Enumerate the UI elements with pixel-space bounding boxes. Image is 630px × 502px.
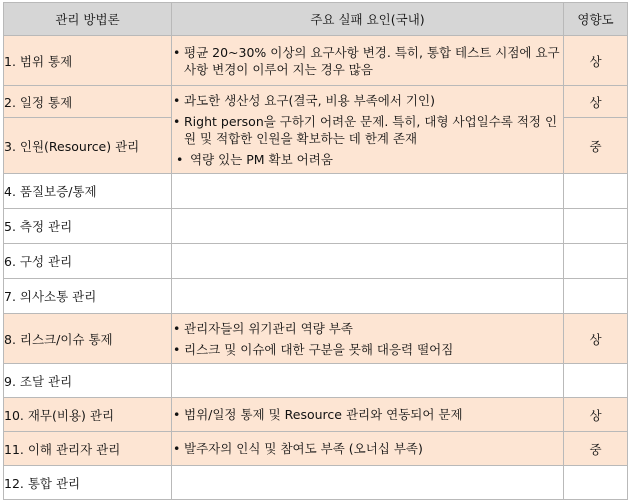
- method-cell: 9. 조달 관리: [4, 364, 172, 398]
- factor-cell: [172, 279, 564, 314]
- factor-item: • 발주자의 인식 및 참여도 부족 (오너십 부족): [172, 440, 563, 457]
- factor-list: [172, 44, 563, 78]
- method-cell: 4. 품질보증/통제: [4, 174, 172, 209]
- table-row: [4, 279, 628, 314]
- method-cell: 12. 통합 관리: [4, 466, 172, 500]
- table-row: [4, 364, 628, 398]
- factor-cell: [172, 432, 564, 466]
- factor-item: • 평균 20~30% 이상의 요구사항 변경. 특히, 통합 테스트 시점에 요구사항 변경이 이루어 지는 경우 많음: [172, 44, 563, 78]
- table-row: [4, 244, 628, 279]
- impact-cell: [564, 466, 628, 500]
- table-row: [4, 86, 628, 118]
- factor-cell: [172, 209, 564, 244]
- impact-cell: 중: [564, 118, 628, 174]
- method-cell: 6. 구성 관리: [4, 244, 172, 279]
- impact-cell: 상: [564, 398, 628, 432]
- method-cell: 1. 범위 통제: [4, 36, 172, 86]
- factor-item: • 관리자들의 위기관리 역량 부족: [172, 320, 563, 337]
- table-row: [4, 314, 628, 364]
- factor-cell: [172, 244, 564, 279]
- header-failure-factors: 주요 실패 요인(국내): [172, 3, 564, 36]
- factor-cell: [172, 86, 564, 174]
- impact-cell: 상: [564, 36, 628, 86]
- method-cell: 3. 인원(Resource) 관리: [4, 118, 172, 174]
- impact-cell: [564, 364, 628, 398]
- factor-list: [172, 440, 563, 457]
- factor-cell: [172, 314, 564, 364]
- method-cell: 2. 일정 통제: [4, 86, 172, 118]
- factor-list: [172, 320, 563, 358]
- table-row: [4, 209, 628, 244]
- factor-item: • 과도한 생산성 요구(결국, 비용 부족에서 기인): [172, 92, 563, 109]
- factor-list: [172, 406, 563, 423]
- impact-cell: [564, 209, 628, 244]
- factor-cell: [172, 466, 564, 500]
- management-methodology-table: [3, 2, 628, 500]
- factor-list: [172, 92, 563, 168]
- table-row: [4, 466, 628, 500]
- factor-cell: [172, 364, 564, 398]
- impact-cell: 상: [564, 314, 628, 364]
- table-row: [4, 398, 628, 432]
- impact-cell: 상: [564, 86, 628, 118]
- impact-cell: [564, 279, 628, 314]
- header-impact: 영향도: [564, 3, 628, 36]
- method-cell: 7. 의사소통 관리: [4, 279, 172, 314]
- factor-cell: [172, 398, 564, 432]
- header-row: [4, 3, 628, 36]
- factor-cell: [172, 174, 564, 209]
- factor-item: • 범위/일정 통제 및 Resource 관리와 연동되어 문제: [172, 406, 563, 423]
- table-row: [4, 36, 628, 86]
- method-cell: 11. 이해 관리자 관리: [4, 432, 172, 466]
- impact-cell: 중: [564, 432, 628, 466]
- factor-item: • 역량 있는 PM 확보 어려움: [172, 151, 563, 168]
- method-cell: 8. 리스크/이슈 통제: [4, 314, 172, 364]
- factor-item: • Right person을 구하기 어려운 문제. 특히, 대형 사업일수록 적정 인원 및 적합한 인원을 확보하는 데 한계 존재: [172, 113, 563, 147]
- factor-item: • 리스크 및 이슈에 대한 구분을 못해 대응력 떨어짐: [172, 341, 563, 358]
- impact-cell: [564, 244, 628, 279]
- table-row: [4, 432, 628, 466]
- method-cell: 5. 측정 관리: [4, 209, 172, 244]
- header-method: 관리 방법론: [4, 3, 172, 36]
- factor-cell: [172, 36, 564, 86]
- impact-cell: [564, 174, 628, 209]
- method-cell: 10. 재무(비용) 관리: [4, 398, 172, 432]
- table-row: [4, 174, 628, 209]
